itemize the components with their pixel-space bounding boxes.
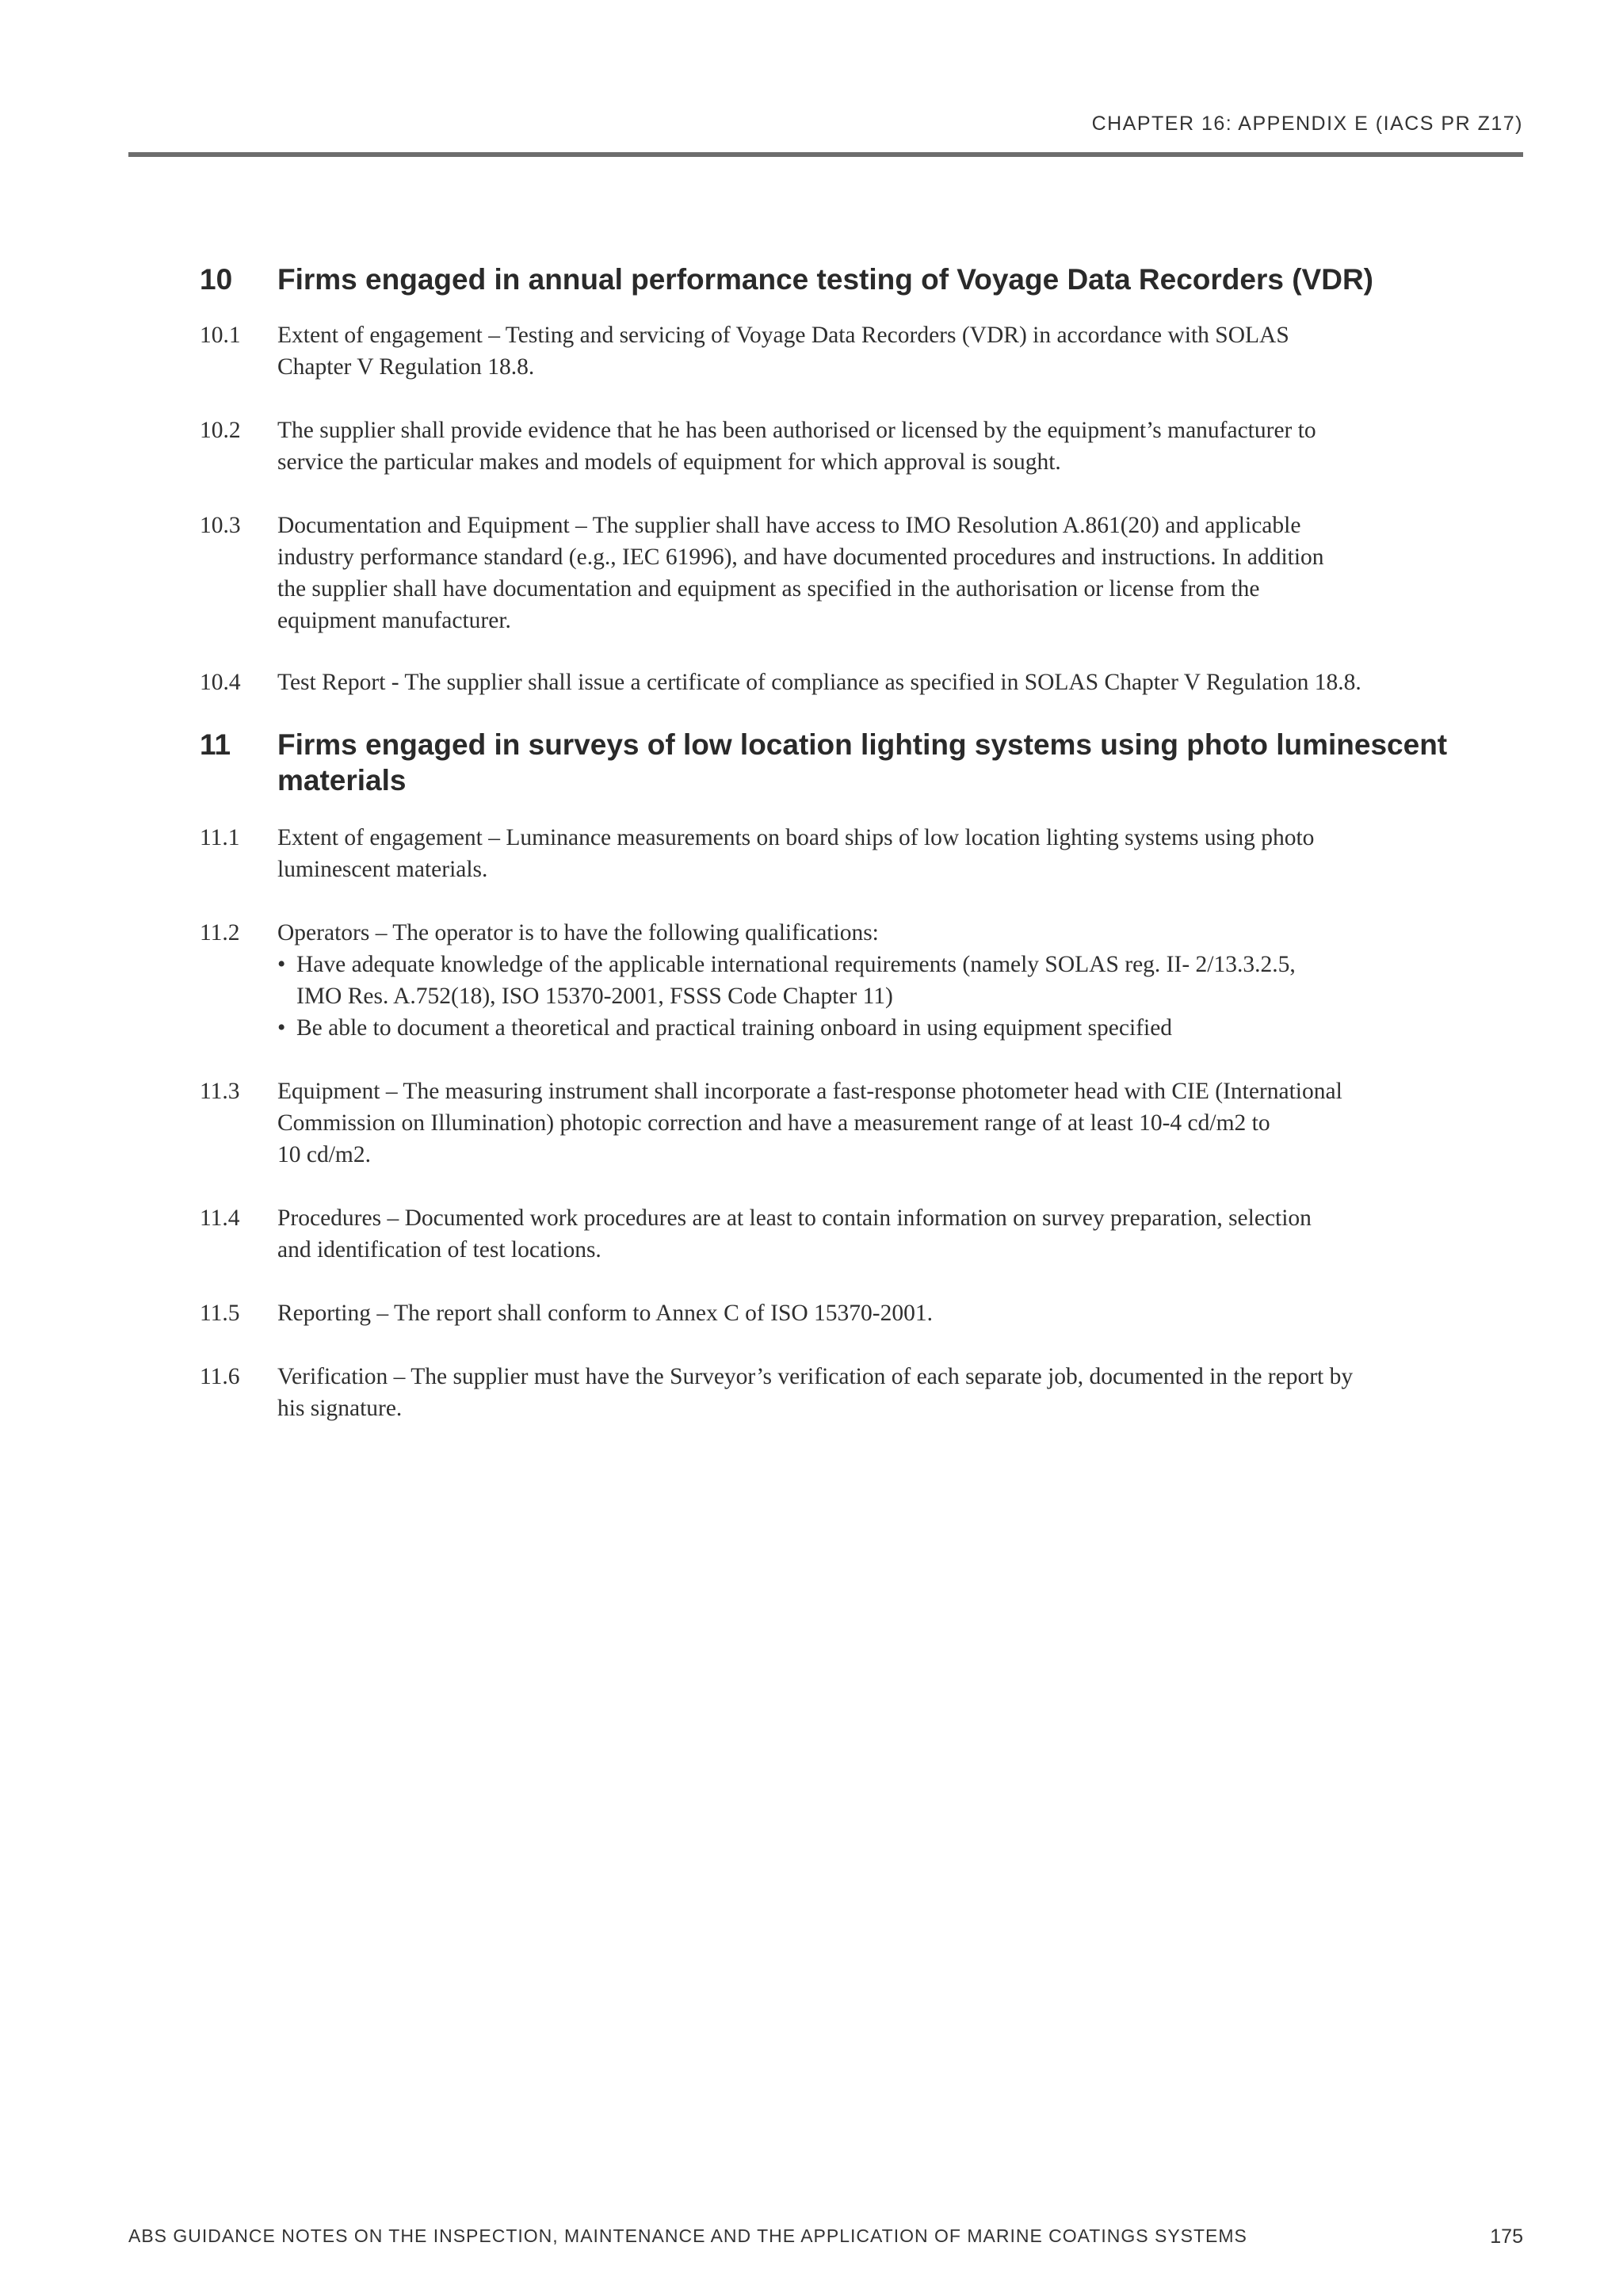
clause-line: 10 cd/m2. (277, 1142, 371, 1167)
clause-11-2 (200, 917, 1531, 1044)
clause-number: 11.3 (200, 1079, 240, 1104)
list-item (277, 1012, 1531, 1044)
clause-number: 10.2 (200, 418, 241, 443)
clause-11-4 (200, 1202, 1531, 1266)
clause-11-6 (200, 1361, 1531, 1424)
section-number: 11 (200, 728, 231, 761)
page-body (200, 262, 1531, 1424)
section-title-line: materials (277, 764, 407, 797)
running-footer (128, 2225, 1523, 2247)
clause-10-1 (200, 319, 1531, 383)
clause-line: and identification of test locations. (277, 1237, 601, 1263)
clause-number: 11.6 (200, 1364, 240, 1389)
publication-title: ABS GUIDANCE NOTES ON THE INSPECTION, MAINTENANCE AND THE APPLICATION OF MARINE COATINGS SYSTEMS (128, 2225, 1247, 2246)
list-item-line: • Have adequate knowledge of the applicable international requirements (namely SOLAS reg. II- 2/13.3.2.5, (296, 952, 1296, 977)
clause-number: 10.4 (200, 670, 241, 695)
clause-line: the supplier shall have documentation and equipment as specified in the authorisation or license from the (277, 576, 1260, 602)
clause-line: Procedures – Documented work procedures are at least to contain information on survey preparation, selection (277, 1205, 1312, 1231)
clause-line: equipment manufacturer. (277, 608, 511, 633)
clause-line: Chapter V Regulation 18.8. (277, 354, 535, 380)
section-heading-10 (200, 262, 1531, 297)
clause-10-2 (200, 415, 1531, 478)
clause-line: his signature. (277, 1396, 403, 1421)
qualification-list (277, 949, 1531, 1044)
clause-10-3 (200, 510, 1531, 636)
clause-11-3 (200, 1075, 1531, 1171)
clause-line: service the particular makes and models of equipment for which approval is sought. (277, 449, 1061, 475)
clause-11-5 (200, 1297, 1531, 1329)
list-item (277, 949, 1531, 1012)
section-heading-11 (200, 727, 1531, 798)
clause-number: 11.5 (200, 1301, 240, 1326)
section-number: 10 (200, 263, 233, 296)
section-title-line: Firms engaged in surveys of low location lighting systems using photo luminescent (277, 728, 1448, 761)
clause-line: Extent of engagement – Luminance measurements on board ships of low location lighting systems using photo (277, 825, 1315, 850)
clause-number: 11.2 (200, 920, 240, 946)
header-rule (128, 152, 1523, 157)
clause-line: Test Report - The supplier shall issue a certificate of compliance as specified in SOLAS Chapter V Regulation 18.8. (277, 670, 1361, 695)
clause-line: luminescent materials. (277, 857, 488, 882)
clause-line: Documentation and Equipment – The supplier shall have access to IMO Resolution A.861(20) and applicable (277, 513, 1301, 538)
list-item-line: IMO Res. A.752(18), ISO 15370-2001, FSSS Code Chapter 11) (296, 984, 893, 1009)
clause-number: 10.3 (200, 513, 241, 538)
clause-line: Commission on Illumination) photopic correction and have a measurement range of at least 10-4 cd/m2 to (277, 1110, 1270, 1136)
clause-line: The supplier shall provide evidence that he has been authorised or licensed by the equipment’s manufacturer to (277, 418, 1316, 443)
clause-number: 10.1 (200, 323, 241, 348)
clause-line: Operators – The operator is to have the following qualifications: (277, 920, 879, 946)
running-header: CHAPTER 16: APPENDIX E (IACS PR Z17) (1091, 113, 1523, 135)
clause-number: 11.1 (200, 825, 240, 850)
clause-10-4 (200, 667, 1531, 698)
clause-line: Extent of engagement – Testing and servicing of Voyage Data Recorders (VDR) in accordance with SOLAS (277, 323, 1289, 348)
section-title: Firms engaged in annual performance testing of Voyage Data Recorders (VDR) (277, 263, 1374, 296)
clause-line: Reporting – The report shall conform to Annex C of ISO 15370-2001. (277, 1301, 933, 1326)
list-item-line: • Be able to document a theoretical and practical training onboard in using equipment specified (296, 1015, 1173, 1041)
clause-line: industry performance standard (e.g., IEC 61996), and have documented procedures and instructions. In addition (277, 544, 1324, 570)
clause-line: Verification – The supplier must have the Surveyor’s verification of each separate job, documented in the report by (277, 1364, 1354, 1389)
clause-line: Equipment – The measuring instrument shall incorporate a fast-response photometer head with CIE (International (277, 1079, 1342, 1104)
clause-11-1 (200, 822, 1531, 885)
page-number: 175 (1490, 2225, 1523, 2248)
clause-number: 11.4 (200, 1205, 240, 1231)
